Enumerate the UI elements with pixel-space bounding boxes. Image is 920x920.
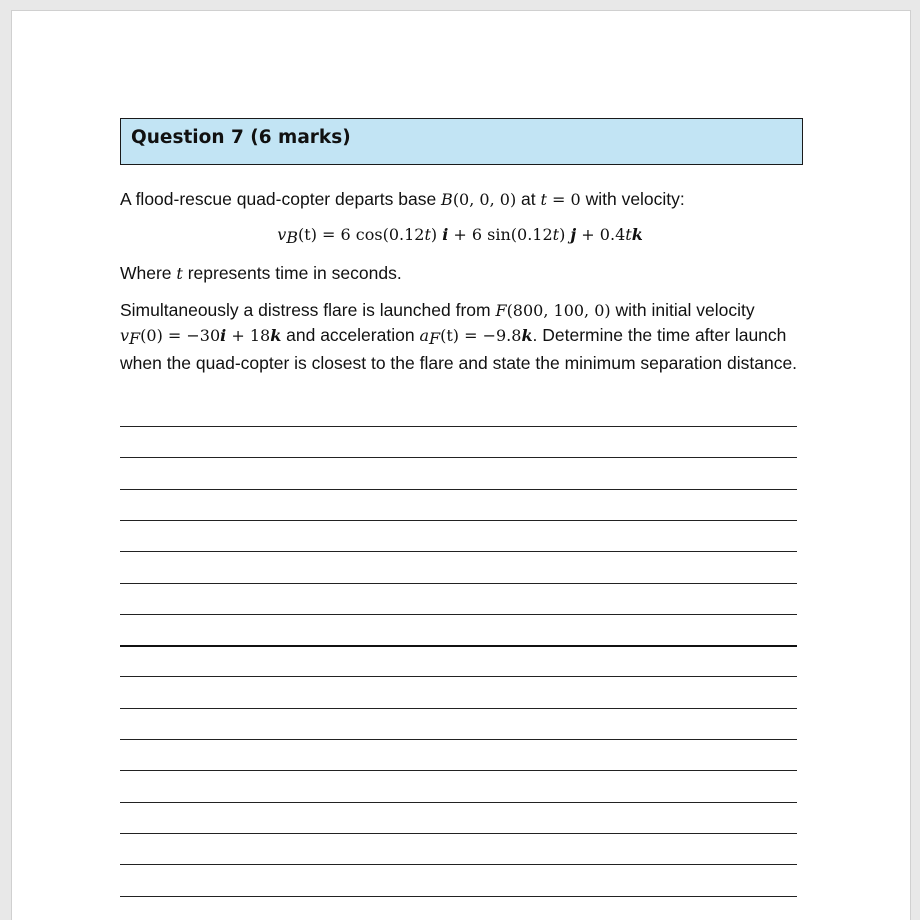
answer-line — [120, 864, 797, 865]
intro-paragraph: A flood-rescue quad-copter departs base B(0, 0, 0) at t = 0 with velocity: — [120, 189, 685, 209]
answer-line — [120, 645, 797, 647]
answer-line — [120, 583, 797, 584]
time-definition: Where t represents time in seconds. — [120, 263, 402, 283]
velocity-equation: $v_B(t) = 6$ cos(0.12t) i + 6 sin(0.12t) j + 0.4tk — [277, 225, 643, 247]
question-title: Question 7 (6 marks) — [131, 127, 351, 148]
answer-line — [120, 520, 797, 521]
answer-line — [120, 457, 797, 458]
flare-paragraph: Simultaneously a distress flare is launched from F(800, 100, 0) with initial velocity $v_F(0) = -30i + 18k$ and acceleration $a_F(t) = -9.8k$. Determine the time after launch when the quad-copter is closest to the flare and state the minimum separation distance. — [120, 300, 798, 373]
answer-line — [120, 708, 797, 709]
answer-line — [120, 739, 797, 740]
answer-line — [120, 551, 797, 552]
question-header — [120, 118, 803, 165]
answer-line — [120, 896, 797, 897]
answer-line — [120, 833, 797, 834]
answer-line — [120, 426, 797, 427]
answer-line — [120, 676, 797, 677]
answer-line — [120, 802, 797, 803]
answer-line — [120, 489, 797, 490]
answer-line — [120, 614, 797, 615]
answer-line — [120, 770, 797, 771]
